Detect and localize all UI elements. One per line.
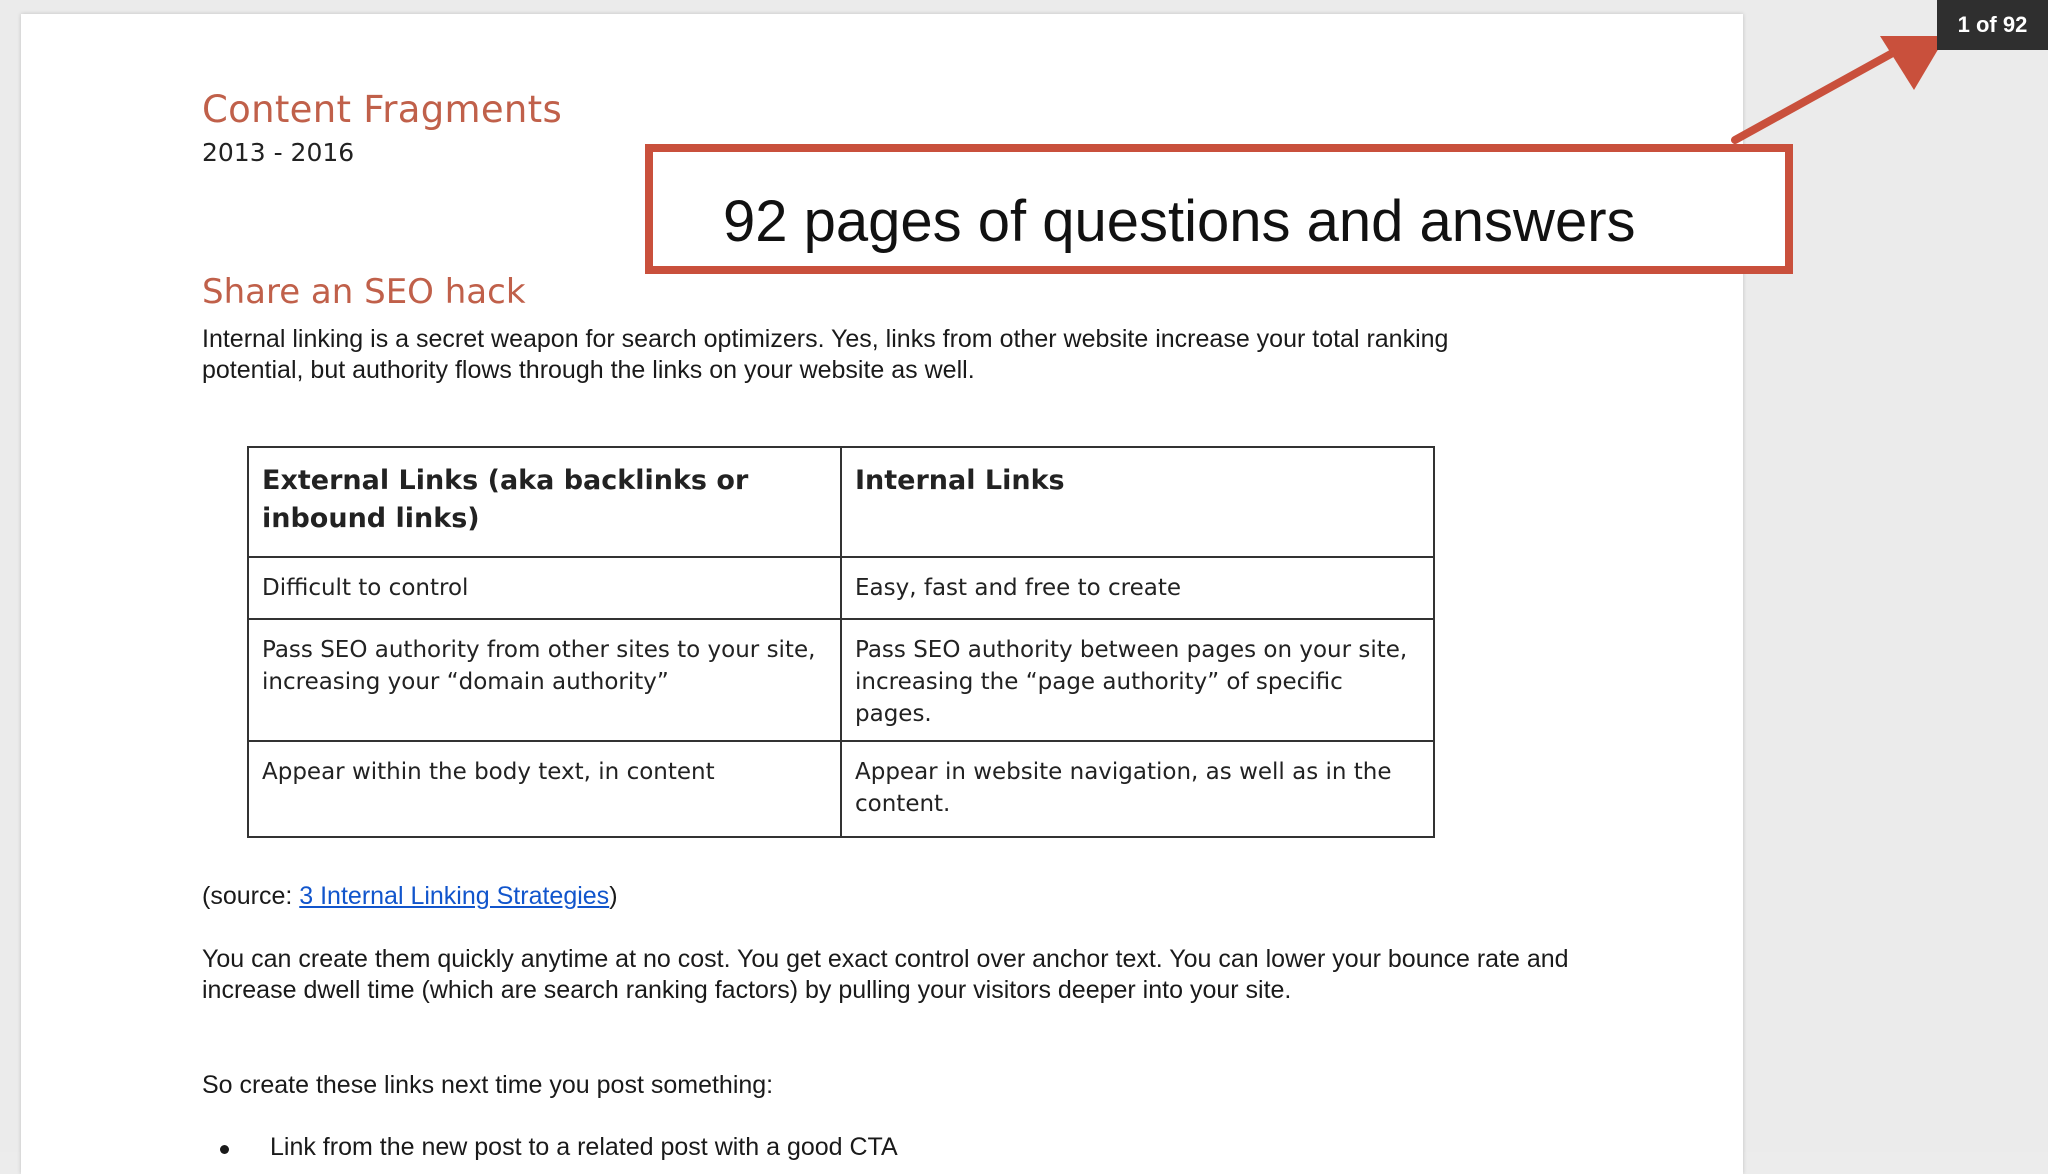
table-row [248, 557, 1434, 619]
bullet-icon [220, 1145, 229, 1154]
callout-text: 92 pages of questions and answers [723, 189, 1636, 254]
table-header-external: External Links (aka backlinks or inbound links) [248, 447, 841, 557]
table-cell: Difficult to control [248, 557, 841, 619]
table-cell: Appear in website navigation, as well as in the content. [841, 741, 1434, 837]
source-link[interactable]: 3 Internal Linking Strategies [299, 882, 610, 910]
table-cell: Appear within the body text, in content [248, 741, 841, 837]
table-cell: Pass SEO authority from other sites to your site, increasing your “domain authority” [248, 619, 841, 741]
section-heading: Share an SEO hack [202, 272, 526, 312]
source-line [202, 881, 1502, 912]
intro-paragraph: Internal linking is a secret weapon for search optimizers. Yes, links from other website increase your total ranking potential, but authority flows through the links on your website as well. [202, 325, 1449, 384]
source-suffix: ) [609, 882, 618, 910]
table-cell: Pass SEO authority between pages on your site, increasing the “page authority” of specific pages. [841, 619, 1434, 741]
callout-box [645, 144, 1793, 274]
page-counter: 1 of 92 [1937, 0, 2048, 50]
source-prefix: (source: [202, 882, 300, 910]
list-item-text: Link from the new post to a related post with a good CTA [270, 1133, 898, 1161]
body-paragraph: You can create them quickly anytime at no cost. You get exact control over anchor text. You can lower your bounce rate and increase dwell time (which are search ranking factors) by pulling your visitors deeper into your site. [202, 945, 1569, 1004]
table-row [248, 619, 1434, 741]
body-paragraph: So create these links next time you post something: [202, 1071, 774, 1099]
table-cell: Easy, fast and free to create [841, 557, 1434, 619]
document-title: Content Fragments [202, 88, 563, 131]
links-comparison-table [247, 446, 1435, 838]
document-years: 2013 - 2016 [202, 138, 355, 167]
table-header-internal: Internal Links [841, 447, 1434, 557]
table-row [248, 741, 1434, 837]
table-header-row [248, 447, 1434, 557]
list-item [270, 1133, 898, 1162]
